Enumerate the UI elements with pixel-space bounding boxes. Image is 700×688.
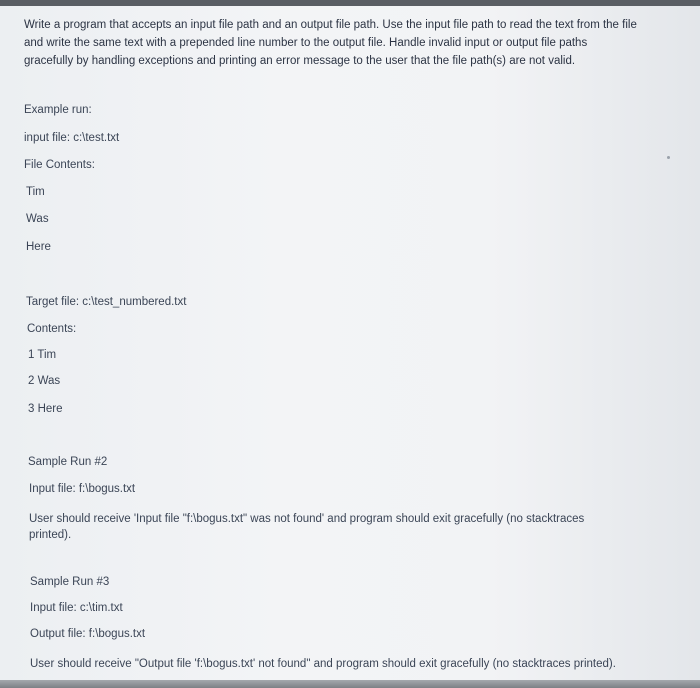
target-file-line: Target file: c:\test_numbered.txt: [26, 296, 187, 308]
example-run-heading: Example run:: [24, 104, 92, 116]
problem-statement: Write a program that accepts an input file path and an output file path. Use the input file path to read the text from the file and write the same text with a prepended line number to the output file. Handle invalid input or output file paths gracefully by handling exceptions and printing an error message to the user that the file path(s) are not valid.: [24, 19, 637, 67]
bottom-edge: [0, 680, 700, 688]
target-content-line: 2 Was: [28, 375, 61, 387]
sample-run-2-input: Input file: f:\bogus.txt: [29, 483, 136, 495]
sample-run-2-message: User should receive 'Input file "f:\bogus.txt" was not found' and program should exit gracefully (no stacktraces printed).: [29, 513, 585, 541]
file-content-line: Tim: [26, 186, 45, 198]
file-contents-label: File Contents:: [24, 159, 95, 171]
target-contents-label: Contents:: [27, 323, 77, 335]
target-content-line: 1 Tim: [28, 349, 57, 361]
file-content-line: Here: [26, 241, 51, 253]
sample-run-3-message: User should receive "Output file 'f:\bogus.txt' not found" and program should exit gracefully (no stacktraces printed).: [30, 658, 616, 670]
target-content-line: 3 Here: [28, 403, 63, 415]
sample-run-3-heading: Sample Run #3: [30, 576, 110, 588]
speck-mark: [667, 156, 670, 159]
sample-run-3-output: Output file: f:\bogus.txt: [30, 628, 146, 640]
input-file-line: input file: c:\test.txt: [24, 132, 120, 144]
sample-run-2-heading: Sample Run #2: [28, 456, 108, 468]
file-content-line: Was: [26, 213, 49, 225]
document-page: [0, 6, 700, 680]
sample-run-3-input: Input file: c:\tim.txt: [30, 602, 123, 614]
